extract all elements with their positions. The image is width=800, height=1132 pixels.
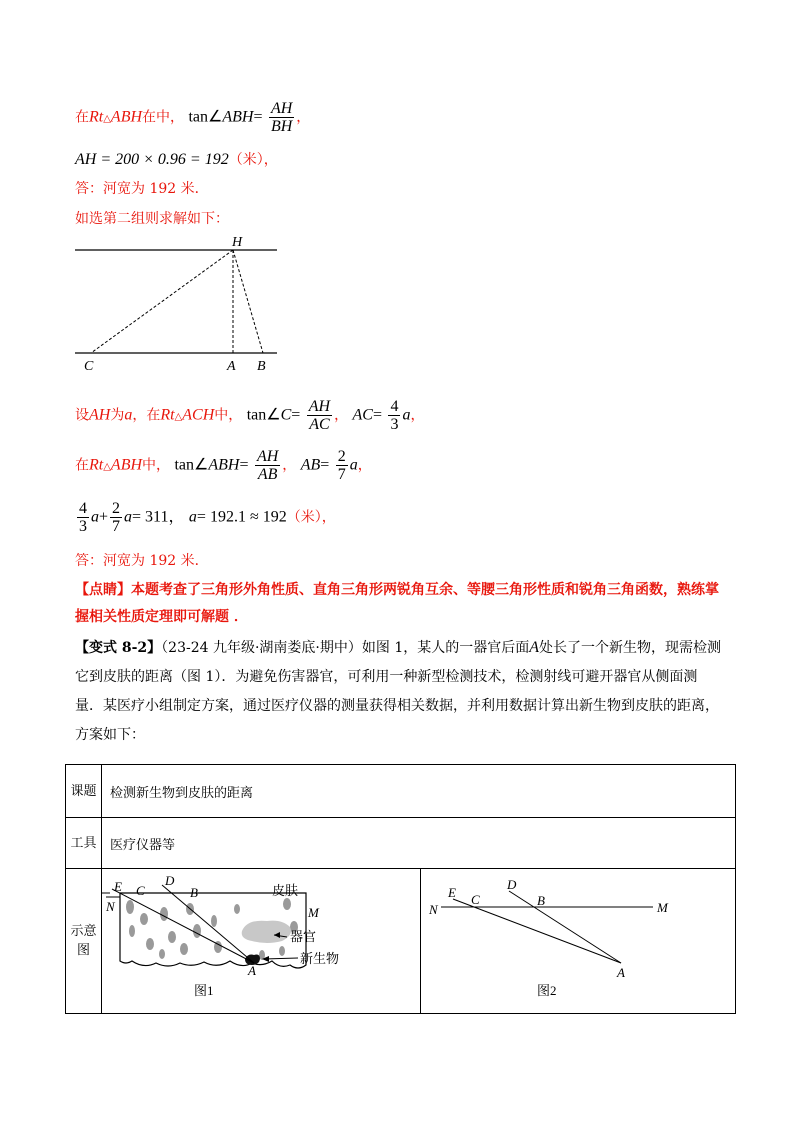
denominator: AC: [309, 416, 330, 433]
label-C: C: [471, 892, 480, 907]
punct: ，: [282, 457, 297, 474]
plus: +: [99, 508, 109, 526]
label-E: E: [114, 879, 122, 894]
triangle-name: ABH: [110, 456, 143, 474]
punct: ，: [357, 457, 372, 474]
var-a: a: [124, 508, 133, 526]
angle-name: ABH: [208, 456, 240, 474]
denominator: AB: [257, 466, 278, 483]
growth-label: 新生物: [300, 951, 340, 966]
organ-shape: [242, 921, 291, 943]
fraction: [269, 100, 294, 135]
text: 设: [75, 407, 89, 424]
figure-1: [102, 869, 421, 1013]
fraction: [336, 448, 348, 483]
denominator: 7: [112, 518, 121, 535]
triangle-icon: △: [103, 113, 111, 125]
triangle-name: ABH: [110, 108, 143, 126]
variant-text-2: 处长了一个新生物，现需检测它到皮肤的距离（图 1）．为避免伤害器官，可利用一种新型检测技术，检测射线可避开器官从侧面测量．某医疗小组制定方案，通过医疗仪器的测量获得相关数据，并利用数据计算出新生物到皮肤的距离，方案如下：: [75, 640, 722, 743]
point-A: A: [529, 639, 540, 656]
numerator: AH: [270, 100, 293, 117]
punct: ，: [321, 509, 336, 526]
triangle-name: ACH: [182, 406, 215, 424]
row-header: 课题: [66, 765, 102, 818]
triangle-icon: △: [103, 461, 111, 473]
text: 在: [75, 109, 89, 126]
figure-2-caption: 图2: [537, 983, 557, 998]
label-A: A: [227, 359, 236, 374]
denominator: BH: [270, 118, 293, 135]
var-AB: AB: [300, 456, 321, 474]
var-a: a: [124, 406, 133, 424]
triangle-icon: △: [174, 411, 183, 423]
text: ，在: [132, 407, 161, 424]
text: 在中，: [142, 109, 185, 126]
text: 中，: [142, 457, 171, 474]
label-D: D: [507, 877, 517, 892]
river-diagram: [70, 232, 285, 380]
equation-line-2: [75, 149, 278, 169]
equals: =: [239, 456, 249, 474]
var-a: a: [188, 508, 197, 526]
label-C: C: [136, 883, 145, 898]
figure-1-svg: [102, 869, 420, 1013]
punct: ，: [296, 109, 311, 126]
var-AH: AH: [89, 406, 111, 424]
tan-label: tan∠: [246, 406, 281, 424]
figure-2: [421, 869, 735, 1013]
equation-line-1: [75, 100, 310, 135]
var-a: a: [349, 456, 358, 474]
unit: （米）: [228, 152, 264, 168]
variant-source: （23-24 九年级·湖南娄底·期中）: [161, 640, 362, 656]
equals: =: [253, 108, 263, 126]
label-B: B: [190, 885, 198, 900]
table-row: [66, 869, 736, 1014]
label-M: M: [308, 905, 319, 920]
label-B: B: [257, 359, 266, 374]
equals: =: [372, 406, 383, 424]
equation-line-5: [75, 500, 336, 535]
label-E: E: [448, 885, 456, 900]
plan-table: [65, 764, 736, 1014]
figure-2-svg: [421, 869, 735, 1013]
table-row: [66, 765, 736, 818]
numerator: 4: [79, 500, 87, 517]
equation: = 311，: [132, 508, 185, 526]
denominator: 7: [337, 466, 346, 483]
fraction: [388, 398, 400, 433]
figure-1-caption: 图1: [194, 983, 214, 998]
numerator: 2: [337, 448, 346, 465]
comment-text: 本题考查了三角形外角性质、直角三角形两锐角互余、等腰三角形性质和锐角三角函数，熟练掌握相关性质定理即可解题 ．: [75, 582, 719, 625]
label-N: N: [106, 899, 115, 914]
variant-text-1: 如图 1，某人的一器官后面: [361, 640, 530, 656]
label-A: A: [248, 963, 256, 978]
label-N: N: [429, 902, 438, 917]
unit: （米）: [286, 509, 322, 526]
denominator: 3: [390, 416, 399, 433]
var-a: a: [402, 406, 411, 424]
fraction: [255, 448, 280, 483]
numerator: AH: [308, 398, 331, 415]
text: 在: [75, 457, 89, 474]
equals: =: [320, 456, 330, 474]
tan-label: tan∠: [188, 108, 223, 126]
numerator: 4: [390, 398, 399, 415]
punct: ，: [334, 407, 349, 424]
row-header: 工具: [66, 818, 102, 869]
variant-paragraph: [75, 633, 725, 750]
numerator: AH: [256, 448, 279, 465]
table-row: [66, 818, 736, 869]
variant-tag: 【变式 8-2】: [75, 640, 162, 656]
punct: ，: [263, 152, 278, 168]
row-content: 医疗仪器等: [102, 818, 736, 869]
figures-cell: [102, 869, 736, 1014]
answer-2: 答：河宽为 192 米．: [75, 553, 209, 569]
angle-name: C: [280, 406, 292, 424]
equals: =: [291, 406, 301, 424]
equation: AH = 200 × 0.96 = 192: [75, 151, 229, 168]
equation-line-3: [75, 398, 424, 433]
equation-line-4: [75, 448, 372, 483]
answer-1: 答：河宽为 192 米．: [75, 181, 209, 197]
label-M: M: [657, 900, 668, 915]
comment-tag: 【点睛】: [75, 582, 131, 598]
label-D: D: [165, 873, 175, 888]
label-A: A: [617, 965, 625, 980]
label-C: C: [84, 359, 94, 374]
numerator: 2: [112, 500, 121, 517]
line-HB: [233, 250, 263, 353]
fraction: [77, 500, 89, 535]
rt-symbol: Rt: [89, 108, 104, 126]
var-a: a: [91, 508, 99, 526]
label-H: H: [232, 235, 243, 250]
rt-symbol: Rt: [160, 406, 175, 424]
angle-name: ABH: [222, 108, 254, 126]
label-B: B: [537, 893, 545, 908]
second-group-heading: 如选第二组则求解如下：: [75, 211, 229, 227]
row-content: 检测新生物到皮肤的距离: [102, 765, 736, 818]
text: 中，: [214, 407, 243, 424]
result: = 192.1 ≈ 192: [196, 508, 287, 526]
tan-label: tan∠: [174, 456, 209, 474]
line-HC: [91, 250, 233, 353]
fraction: [307, 398, 332, 433]
skin-label: 皮肤: [272, 883, 299, 898]
rt-symbol: Rt: [89, 456, 104, 474]
text: 为: [110, 407, 125, 424]
punct: ，: [410, 407, 425, 424]
denominator: 3: [79, 518, 87, 535]
organ-label: 器官: [290, 929, 317, 944]
fraction: [110, 500, 122, 535]
row-header: 示意图: [66, 869, 102, 1014]
comment-paragraph: [75, 577, 725, 631]
var-AC: AC: [352, 406, 373, 424]
